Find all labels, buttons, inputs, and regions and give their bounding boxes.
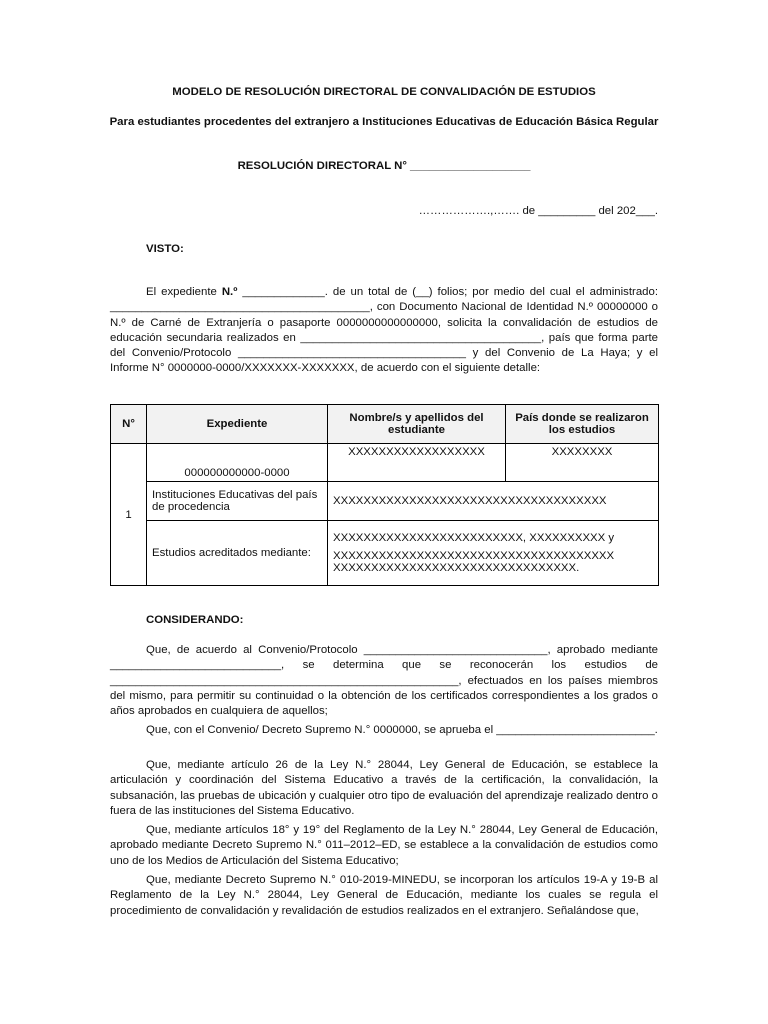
date-line: ……………….,……. de _________ del 202___.	[418, 205, 658, 217]
student-detail-table	[110, 404, 659, 586]
considerando-paragraph-4: Que, mediante artículos 18° y 19° del Reglamento de la Ley N.° 28044, Ley General de Educación, aprobado mediante Decreto Supremo N.° 011–2012–ED, se establece a la convalidación de estudios como uno de los Medios de Articulación del Sistema Educativo;	[110, 824, 658, 867]
visto-heading: VISTO:	[146, 243, 184, 255]
visto-paragraph	[110, 285, 658, 377]
visto-text-1: El expediente	[146, 286, 222, 298]
cell-nombre: XXXXXXXXXXXXXXXXXX	[328, 444, 506, 482]
header-expediente: Expediente	[147, 405, 328, 444]
considerando-paragraph-1: Que, de acuerdo al Convenio/Protocolo _____________________________, aprobado mediante ___________________________, se determina que se reconocerán los estudios de _______________________________________________________, efectuados en los países miembros del mismo, para permitir su continuidad o la obtención de los certificados correspondientes a los grados o años aprobados en cualquiera de aquellos;	[110, 644, 658, 718]
cell-estudios-value	[328, 521, 659, 586]
cell-estudios-label: Estudios acreditados mediante:	[147, 521, 328, 586]
table-header-row	[111, 405, 659, 444]
row-number: 1	[111, 444, 147, 586]
table-row	[111, 444, 659, 482]
table-row	[111, 482, 659, 521]
estudios-value-line-1: XXXXXXXXXXXXXXXXXXXXXXXXX, XXXXXXXXXX y	[333, 532, 615, 544]
cell-ie-value: XXXXXXXXXXXXXXXXXXXXXXXXXXXXXXXXXXXX	[328, 482, 659, 521]
header-number: N°	[111, 405, 147, 444]
header-pais: País donde se realizaron los estudios	[506, 405, 659, 444]
considerando-paragraph-5: Que, mediante Decreto Supremo N.° 010-2019-MINEDU, se incorporan los artículos 19-A y 19-B al Reglamento de la Ley N.° 28044, Ley General de Educación, mediante los cuales se regula el procedimiento de convalidación y revalidación de estudios realizados en el extranjero. Señalándose que,	[110, 874, 658, 917]
document-subtitle: Para estudiantes procedentes del extranjero a Instituciones Educativas de Educación Básica Regular	[109, 116, 659, 128]
document-title: MODELO DE RESOLUCIÓN DIRECTORAL DE CONVALIDACIÓN DE ESTUDIOS	[172, 86, 596, 98]
visto-text-2: _____________. de un total de (__) folios; por medio del cual el administrado: _________________________________________, con Documento Nacional de Identidad N.º 00000000 o N.º de Carné de Extranjería o pasaporte 0000000000000000, solicita la convalidación de estudios de educación secundaria realizados en ______________________________________, país que forma parte del Convenio/Protocolo ____________________________________ y del Convenio de La Haya; y el Informe N° 0000000-0000/XXXXXXX-XXXXXXX, de acuerdo con el siguiente detalle:	[110, 286, 658, 375]
considerando-heading: CONSIDERANDO:	[146, 614, 244, 626]
cell-pais: XXXXXXXX	[506, 444, 659, 482]
cell-ie-label: Instituciones Educativas del país de procedencia	[147, 482, 328, 521]
resolution-number-line: RESOLUCIÓN DIRECTORAL N° ___________________	[237, 160, 531, 172]
table-row	[111, 521, 659, 586]
estudios-value-line-2: XXXXXXXXXXXXXXXXXXXXXXXXXXXXXXXXXXXXX XXXXXXXXXXXXXXXXXXXXXXXXXXXXXXXX.	[333, 550, 615, 574]
cell-expediente: 000000000000-0000	[147, 444, 328, 482]
header-nombre: Nombre/s y apellidos del estudiante	[328, 405, 506, 444]
considerando-paragraph-2: Que, con el Convenio/ Decreto Supremo N.° 0000000, se aprueba el _________________________.	[146, 724, 658, 736]
considerando-paragraph-3: Que, mediante artículo 26 de la Ley N.° 28044, Ley General de Educación, se establece la articulación y coordinación del Sistema Educativo a través de la certificación, la convalidación, la subsanación, las pruebas de ubicación y cualquier otro tipo de evaluación del aprendizaje realizado dentro o fuera de las instituciones del Sistema Educativo.	[110, 759, 658, 817]
visto-text-bold: N.º	[221, 286, 238, 298]
